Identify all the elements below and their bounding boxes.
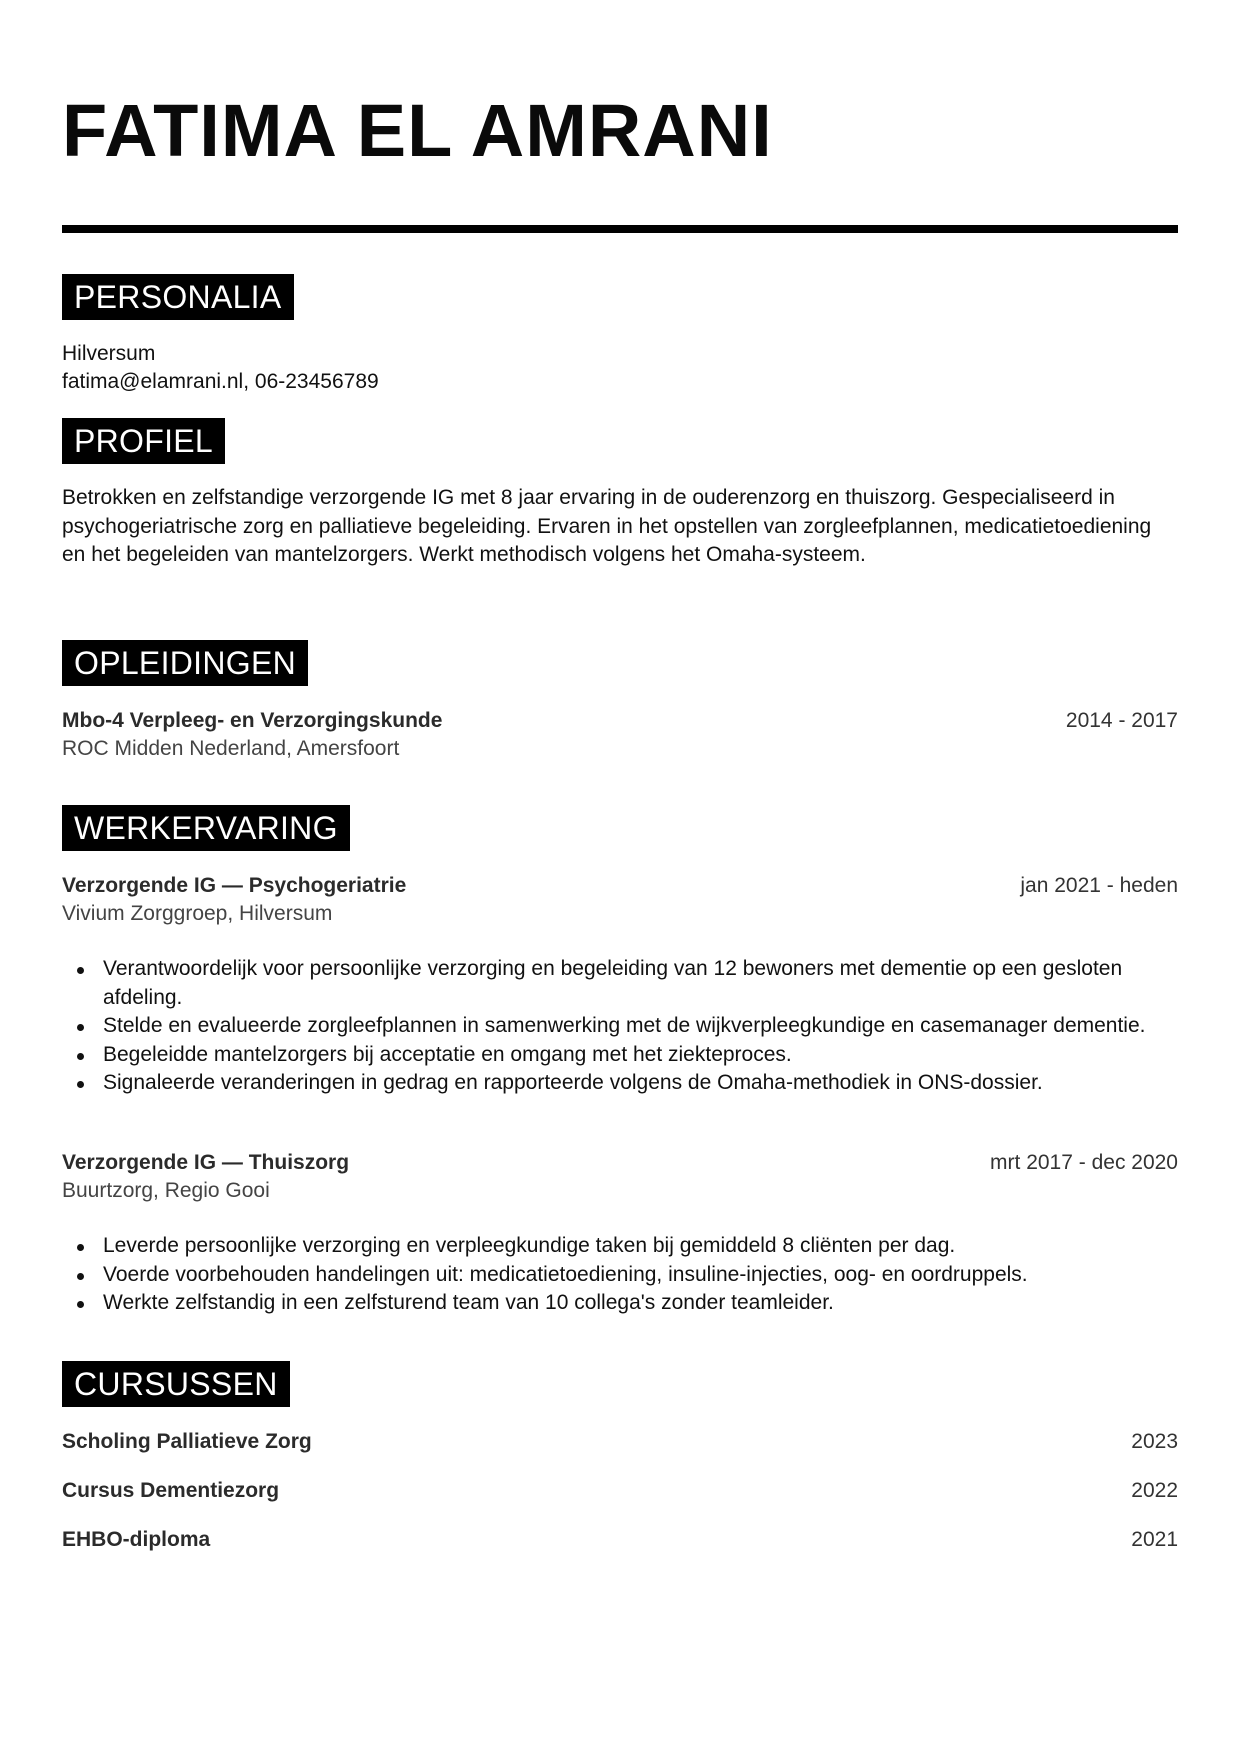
section-heading-cursussen: CURSUSSEN — [62, 1361, 290, 1407]
course-entry — [62, 1476, 1178, 1505]
job-title: Verzorgende IG — Thuiszorg — [62, 1151, 350, 1174]
job-date: jan 2021 - heden — [1020, 874, 1178, 897]
bullet-icon — [77, 1053, 84, 1060]
job-date: mrt 2017 - dec 2020 — [990, 1151, 1178, 1174]
list-item: Werkte zelfstandig in een zelfsturend team van 10 collega's zonder teamleider. — [103, 1289, 1178, 1318]
list-item: Leverde persoonlijke verzorging en verpleegkundige taken bij gemiddeld 8 cliënten per dag. — [103, 1232, 1178, 1261]
section-heading-profiel: PROFIEL — [62, 418, 225, 464]
education-date: 2014 - 2017 — [1065, 709, 1178, 732]
job-employer: Buurtzorg, Regio Gooi — [62, 1179, 270, 1202]
bullet-icon — [77, 1024, 84, 1031]
course-date: 2023 — [1131, 1430, 1178, 1453]
job-employer: Vivium Zorggroep, Hilversum — [62, 902, 333, 925]
course-title: Scholing Palliatieve Zorg — [62, 1430, 312, 1453]
section-heading-werkervaring: WERKERVARING — [62, 805, 350, 851]
course-title: Cursus Dementiezorg — [62, 1479, 280, 1502]
profile-summary: Betrokken en zelfstandige verzorgende IG met 8 jaar ervaring in de ouderenzorg en thuiszorg. Gespecialiseerd in psychogeriatrische zorg en palliatieve begeleiding. Ervaren in het opstellen van zorgleefplannen, medicatietoediening en het begeleiden van mantelzorgers. Werkt methodisch volgens het Omaha-systeem. — [62, 486, 1152, 566]
list-item: Voerde voorbehouden handelingen uit: medicatietoediening, insuline-injecties, oog- en oordruppels. — [103, 1261, 1178, 1290]
list-item: Begeleidde mantelzorgers bij acceptatie en omgang met het ziekteproces. — [103, 1041, 1178, 1070]
bullet-icon — [77, 1301, 84, 1308]
header-divider — [62, 225, 1178, 233]
education-title: Mbo-4 Verpleeg- en Verzorgingskunde — [62, 709, 443, 732]
job-responsibilities — [62, 1232, 1178, 1318]
job-responsibilities — [62, 955, 1178, 1098]
section-heading-personalia: PERSONALIA — [62, 274, 294, 320]
course-date: 2022 — [1131, 1479, 1178, 1502]
course-entry — [62, 1427, 1178, 1456]
list-item: Stelde en evalueerde zorgleefplannen in samenwerking met de wijkverpleegkundige en casemanager dementie. — [103, 1012, 1178, 1041]
personalia-contact: fatima@elamrani.nl, 06-23456789 — [62, 370, 379, 393]
education-entry — [62, 706, 1178, 735]
list-item: Signaleerde veranderingen in gedrag en rapporteerde volgens de Omaha-methodiek in ONS-dossier. — [103, 1069, 1178, 1098]
section-heading-opleidingen: OPLEIDINGEN — [62, 640, 308, 686]
job-title: Verzorgende IG — Psychogeriatrie — [62, 874, 407, 897]
personalia-city: Hilversum — [62, 342, 156, 365]
list-item: Verantwoordelijk voor persoonlijke verzorging en begeleiding van 12 bewoners met dementie op een gesloten afdeling. — [103, 955, 1178, 1012]
course-title: EHBO-diploma — [62, 1528, 211, 1551]
bullet-icon — [77, 1244, 84, 1251]
course-date: 2021 — [1131, 1528, 1178, 1551]
job-entry — [62, 1148, 1178, 1177]
bullet-icon — [77, 967, 84, 974]
job-entry — [62, 871, 1178, 900]
bullet-icon — [77, 1273, 84, 1280]
bullet-icon — [77, 1081, 84, 1088]
candidate-name: FATIMA EL AMRANI — [62, 89, 773, 172]
course-entry — [62, 1525, 1178, 1554]
education-institution: ROC Midden Nederland, Amersfoort — [62, 737, 400, 760]
